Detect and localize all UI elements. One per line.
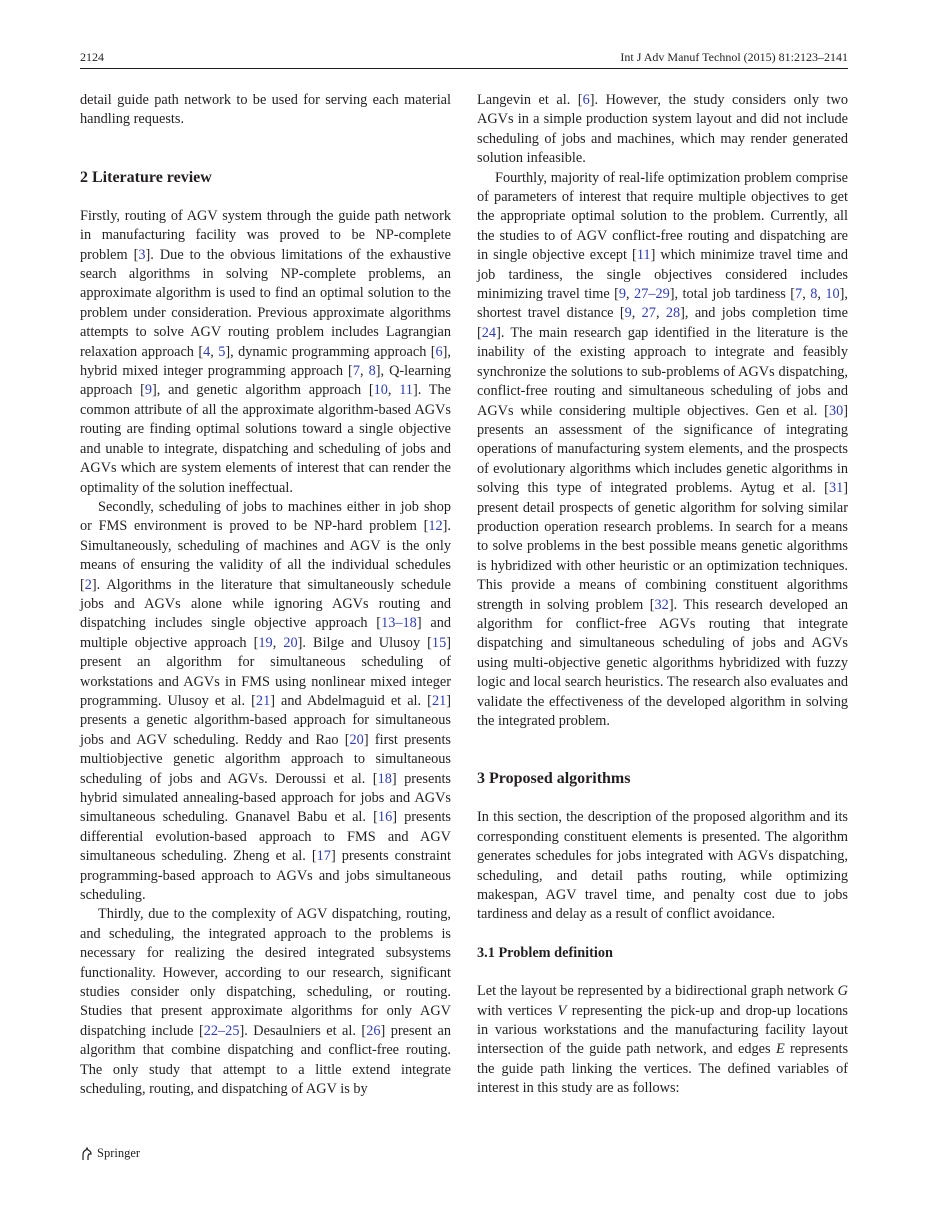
citation-link[interactable]: 16 [377,809,393,826]
text-segment: ]. Bilge and Ulusoy [ [297,634,432,651]
header-rule [80,68,848,69]
citation-link[interactable]: 7 [352,363,360,380]
text-segment: Fourthly, majority of real-life optimization problem comprise of parameters of interest that require multiple objectives to get the appropriate optimal solution to the problem. Currently, all the studies to of AGV conflict-free routing and dispatching are in single objective except [ [477,169,848,264]
text-segment: Thirdly, due to the complexity of AGV dispatching, routing, and scheduling, the integrated approach to the problems is necessary for realizing the desired integrated subsystems functionality. However, according to our research, significant studies consider only dispatching, scheduling, or routing. Studies that present approximate algorithms for only AGV dispatching include [ [80,906,451,1039]
publisher-footer [80,1146,140,1161]
citation-link[interactable]: 26 [366,1022,381,1039]
citation-link[interactable]: 10 [373,382,388,399]
text-segment: , [387,382,400,399]
text-segment: Secondly, scheduling of jobs to machines either in job shop or FMS environment is proved to be NP-hard problem [ [80,498,451,535]
intro-tail-paragraph: detail guide path network to be used for serving each material handling requests. [80,92,451,128]
text-segment: ] present an algorithm for simultaneous scheduling of workstations and AGVs in FMS using nonlinear mixed integer programming. Ulusoy et al. [ [80,634,451,709]
text-segment: ]. However, the study considers only two AGVs in a simple production system layout and did not include scheduling of jobs and machines, which may render generated solution infeasible. [477,92,848,167]
text-segment: , [802,286,811,303]
citation-link[interactable]: 2 [84,576,92,593]
text-segment: Let the layout be represented by a bidirectional graph network [477,983,838,1000]
text-segment: ] first presents multiobjective genetic algorithm approach to simultaneous scheduling of jobs and AGVs. Deroussi et al. [ [80,731,451,787]
citation-link[interactable]: 9 [624,305,632,322]
text-segment: ], Q-learning approach [ [80,363,451,399]
literature-paragraph-2 [80,498,451,906]
text-segment: ], dynamic programming approach [ [225,343,436,360]
citation-link[interactable]: 3 [138,246,146,263]
citation-link[interactable]: 20 [283,634,298,651]
text-segment: ] presents a genetic algorithm-based approach for simultaneous jobs and AGV scheduling. Reddy and Rao [ [80,692,451,748]
text-segment: ]. Algorithms in the literature that simultaneously schedule jobs and AGVs alone while ignoring AGVs routing and dispatching includes single objective approach [ [80,576,451,632]
citation-link[interactable]: 28 [665,305,681,322]
literature-paragraph-4 [477,169,848,732]
citation-link[interactable]: 13–18 [381,615,417,632]
text-segment: ]. Desaulniers et al. [ [239,1022,367,1039]
citation-link[interactable]: 8 [368,363,376,380]
citation-link[interactable]: 18 [377,770,392,787]
text-segment: , [626,286,635,303]
citation-link[interactable]: 11 [399,382,413,399]
text-segment: , [817,286,826,303]
citation-link[interactable]: 21 [431,692,447,709]
text-segment: ], and jobs completion time [ [477,305,848,341]
citation-link[interactable]: 27–29 [634,286,670,303]
text-segment: represents the guide path linking the vertices. The defined variables of interest in this study are as follows: [477,1041,849,1097]
citation-link[interactable]: 21 [255,692,271,709]
citation-link[interactable]: 20 [349,731,364,748]
literature-paragraph-1 [80,207,451,498]
text-segment: ]. The main research gap identified in the literature is the inability of the existing approach to integrate and feasibly synchronize the solutions to sub-problems of AGVs dispatching, conflict-free routing and simultaneous scheduling of jobs and AGVs while considering multiple objectives. Gen et al. [ [477,324,848,419]
section-3-heading: 3 Proposed algorithms [477,770,631,788]
text-segment: Langevin et al. [ [477,92,583,108]
text-segment: ]. This research developed an algorithm for conflict-free AGVs routing that integrate dispatching and simultaneous scheduling of jobs and AGVs using multi-objective genetic algorithms hybridized with fuzzy logic and local search heuristics. The research also evaluates and validate the effectiveness of the developed algorithm in solving the integrated problem. [477,596,848,729]
citation-link[interactable]: 11 [636,247,651,264]
citation-link[interactable]: 30 [828,402,844,419]
literature-paragraph-3 [80,905,451,1099]
right-column [477,91,848,1099]
citation-link[interactable]: 6 [582,92,590,108]
citation-link[interactable]: 32 [654,596,669,613]
springer-horse-icon [80,1147,94,1161]
subsection-3-1-heading: 3.1 Problem definition [477,944,613,961]
text-segment: ] and Abdelmaguid et al. [ [270,692,432,709]
text-segment: ]. Due to the obvious limitations of the exhaustive search algorithms in solving NP-complete problems, an approximate algorithm is used to find an optimal solution to the problem under consideration. Previous approximate algorithms attempts to solve AGV routing problem includes Lagrangian relaxation approach [ [80,246,452,360]
text-segment: ] presents differential evolution-based approach to FMS and AGV simultaneous scheduling. Zheng et al. [ [80,809,451,865]
text-segment: ] present an algorithm that combine dispatching and conflict-free routing. The only study that attempt to a little extend integrate scheduling, routing, and dispatching of AGV is by [80,1022,451,1098]
citation-link[interactable]: 24 [481,324,497,341]
citation-link[interactable]: 5 [218,343,226,360]
citation-link[interactable]: 4 [203,343,211,360]
citation-link[interactable]: 27 [641,305,656,322]
citation-link[interactable]: 17 [316,848,331,865]
text-segment: ], and genetic algorithm approach [ [152,382,374,399]
text-segment: , [210,343,219,360]
text-segment: ], total job tardiness [ [669,286,796,303]
math-variable: G [837,983,848,1000]
section-2-heading: 2 Literature review [80,168,212,186]
text-segment: ] and multiple objective approach [ [80,615,451,651]
citation-link[interactable]: 10 [825,286,840,303]
citation-link[interactable]: 9 [144,382,153,399]
text-segment: Firstly, routing of AGV system through the guide path network in manufacturing facility was proved to be NP-complete problem [ [80,207,451,263]
text-segment: ] present detail prospects of genetic algorithm for solving similar production operation research problems. In search for a means to solve problems in the best possible means genetic algorithms is hybridized with other heuristic or an optimization techniques. This provide a means of combining constituent algorithms strength in solving problem [ [477,480,848,613]
citation-link[interactable]: 19 [258,634,273,651]
proposed-algorithms-paragraph: In this section, the description of the proposed algorithm and its corresponding constituent elements is presented. The algorithm generates schedules for jobs integrated with AGVs dispatching, scheduling, and detail paths routing, while optimizing makespan, AGV travel time, and penalty cost due to jobs tardiness and delay as a result of conflict avoidance. [477,809,848,923]
text-segment: ] presents constraint programming-based approach to AGVs and jobs simultaneous scheduling. [80,848,451,904]
publisher-name: Springer [97,1146,141,1160]
text-segment: ]. The common attribute of all the approximate algorithm-based AGVs routing are finding optimal solutions toward a single objective and unable to integrate, dispatching and scheduling of jobs and AGVs which are system elements of interest that can render the optimality of the solution ineffectual. [80,382,451,496]
citation-link[interactable]: 7 [795,286,803,303]
text-segment: , [655,305,666,322]
text-segment: , [272,634,284,651]
text-segment: ], hybrid mixed integer programming approach [ [80,343,451,380]
citation-link[interactable]: 8 [810,286,818,303]
running-header [80,50,848,68]
problem-definition-paragraph [477,982,848,1098]
text-segment: ], shortest travel distance [ [477,286,848,322]
text-segment: , [631,305,642,322]
text-segment: ]. Simultaneously, scheduling of machines and AGV is the only means of ensuring the validity of all the individual schedules [ [80,518,451,593]
text-segment: representing the pick-up and drop-up locations in various workstations and the manufacturing facility layout intersection of the guide path network, and edges [477,1002,848,1058]
citation-link[interactable]: 9 [618,286,627,303]
left-column [80,91,451,1100]
citation-link[interactable]: 6 [435,343,443,360]
citation-link[interactable]: 12 [428,518,443,535]
text-segment: , [359,363,369,380]
text-segment: ] which minimize travel time and job tardiness, the single objectives considered includes minimizing travel time [ [477,247,848,303]
journal-citation: Int J Adv Manuf Technol (2015) 81:2123–2141 [620,50,848,64]
citation-link[interactable]: 31 [828,480,844,497]
citation-link[interactable]: 15 [431,634,447,651]
text-segment: with vertices [477,1002,558,1019]
page-number: 2124 [80,50,104,64]
math-variable: E [775,1041,785,1058]
text-segment: ] presents hybrid simulated annealing-based approach for jobs and AGVs simultaneous scheduling. Gnanavel Babu et al. [ [80,770,452,826]
math-variable: V [557,1002,567,1019]
literature-paragraph-3-continued [477,91,848,169]
citation-link[interactable]: 22–25 [203,1022,240,1039]
text-segment: ] presents an assessment of the significance of integrating operations of manufacturing system elements, and the prospects of evolutionary algorithms which includes genetic algorithms in solving this type of integrated problems. Aytug et al. [ [477,402,848,497]
